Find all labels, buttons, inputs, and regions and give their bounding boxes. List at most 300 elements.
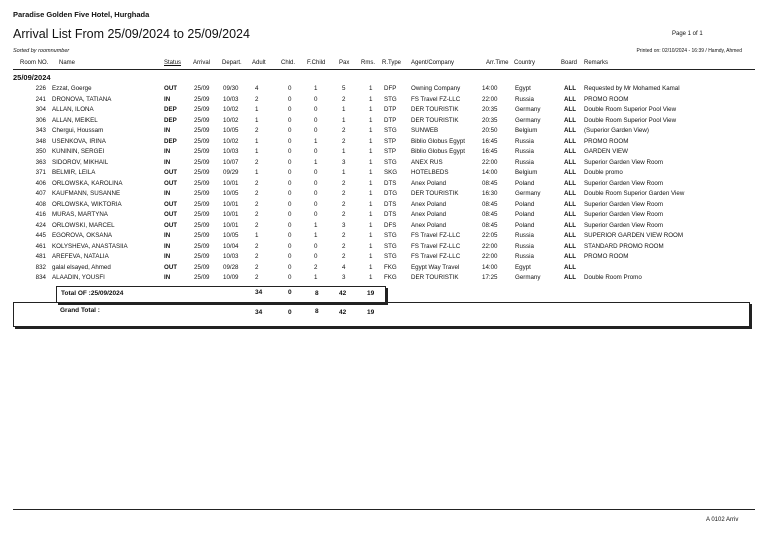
table-row bbox=[0, 117, 768, 127]
cell-child: 0 bbox=[288, 263, 292, 271]
header-arrival: Arrival bbox=[193, 60, 211, 66]
cell-adult: 2 bbox=[255, 95, 259, 103]
cell-rtype: DFS bbox=[384, 221, 397, 229]
cell-child: 0 bbox=[288, 190, 292, 197]
printed-info: Printed on: 02/10/2024 - 16:39 / Hamdy, Ahmed bbox=[636, 48, 742, 54]
cell-name: KUNININ, SERGEI bbox=[52, 148, 105, 155]
cell-board: ALL bbox=[564, 158, 577, 166]
cell-remarks: STANDARD PROMO ROOM bbox=[584, 242, 664, 250]
cell-adult: 2 bbox=[255, 263, 259, 271]
cell-arrtime: 14:00 bbox=[482, 169, 498, 176]
cell-depart: 10/03 bbox=[223, 95, 239, 103]
cell-room: 406 bbox=[35, 179, 46, 187]
cell-child: 0 bbox=[288, 85, 292, 92]
cell-child: 0 bbox=[288, 148, 292, 155]
cell-agent: FS Travel FZ-LLC bbox=[411, 232, 461, 239]
cell-board: ALL bbox=[564, 242, 577, 250]
cell-country: Russia bbox=[515, 253, 534, 260]
cell-pax: 1 bbox=[342, 169, 346, 176]
cell-name: DRONOVA, TATIANA bbox=[52, 95, 112, 103]
cell-arrtime: 22:00 bbox=[482, 95, 498, 103]
cell-room: 481 bbox=[35, 253, 46, 260]
cell-country: Germany bbox=[515, 190, 541, 197]
table-row bbox=[0, 106, 768, 116]
grand-total-adult: 34 bbox=[255, 309, 263, 316]
cell-child: 0 bbox=[288, 221, 292, 229]
cell-name: KAUFMANN, SUSANNE bbox=[52, 190, 121, 197]
cell-pax: 1 bbox=[342, 106, 346, 113]
cell-arrival: 25/09 bbox=[194, 221, 210, 229]
cell-arrival: 25/09 bbox=[194, 179, 210, 187]
cell-fchild: 1 bbox=[314, 85, 318, 92]
cell-remarks: PROMO ROOM bbox=[584, 95, 629, 103]
cell-rms: 1 bbox=[369, 211, 373, 218]
cell-pax: 2 bbox=[342, 253, 346, 260]
cell-arrival: 25/09 bbox=[194, 274, 210, 281]
table-row bbox=[0, 264, 768, 274]
cell-arrtime: 22:00 bbox=[482, 253, 498, 260]
cell-status: IN bbox=[164, 190, 171, 197]
table-row bbox=[0, 85, 768, 95]
date-total-fchild: 8 bbox=[315, 290, 319, 297]
cell-rtype: DTG bbox=[384, 190, 398, 197]
cell-rtype: DTP bbox=[384, 106, 397, 113]
cell-fchild: 0 bbox=[314, 211, 318, 218]
cell-fchild: 2 bbox=[314, 263, 318, 271]
cell-adult: 2 bbox=[255, 190, 259, 197]
table-row bbox=[0, 180, 768, 190]
cell-name: ALLAN, MEIKEL bbox=[52, 116, 98, 124]
cell-rms: 1 bbox=[369, 158, 373, 166]
cell-room: 408 bbox=[35, 200, 46, 208]
cell-rms: 1 bbox=[369, 232, 373, 239]
cell-name: MURAS, MARTYNA bbox=[52, 211, 108, 218]
cell-arrtime: 22:05 bbox=[482, 232, 498, 239]
cell-adult: 1 bbox=[255, 137, 259, 145]
grand-total-child: 0 bbox=[288, 309, 292, 316]
cell-name: ORLOWSKI, MARCEL bbox=[52, 221, 115, 229]
cell-name: ALAADIN, YOUSFI bbox=[52, 274, 105, 281]
cell-room: 350 bbox=[35, 148, 46, 155]
cell-arrival: 25/09 bbox=[194, 232, 210, 239]
header-arrtime: Arr.Time bbox=[486, 60, 509, 66]
cell-country: Poland bbox=[515, 200, 535, 208]
cell-depart: 10/05 bbox=[223, 190, 239, 197]
cell-board: ALL bbox=[564, 179, 577, 187]
cell-board: ALL bbox=[564, 137, 577, 145]
cell-country: Poland bbox=[515, 221, 535, 229]
cell-fchild: 1 bbox=[314, 274, 318, 281]
table-row bbox=[0, 253, 768, 263]
cell-remarks: SUPERIOR GARDEN VIEW ROOM bbox=[584, 232, 684, 239]
cell-child: 0 bbox=[288, 127, 292, 134]
cell-adult: 1 bbox=[255, 116, 259, 124]
cell-rms: 1 bbox=[369, 179, 373, 187]
cell-arrtime: 20:35 bbox=[482, 106, 498, 113]
cell-country: Germany bbox=[515, 116, 541, 124]
cell-child: 0 bbox=[288, 232, 292, 239]
cell-arrtime: 16:30 bbox=[482, 190, 498, 197]
cell-depart: 10/05 bbox=[223, 127, 239, 134]
cell-name: Chergui, Houssam bbox=[52, 127, 104, 134]
cell-rtype: DTP bbox=[384, 116, 397, 124]
cell-adult: 1 bbox=[255, 232, 259, 239]
cell-rms: 1 bbox=[369, 85, 373, 92]
cell-arrival: 25/09 bbox=[194, 116, 210, 124]
cell-fchild: 1 bbox=[314, 221, 318, 229]
cell-board: ALL bbox=[564, 274, 577, 281]
cell-country: Egypt bbox=[515, 85, 531, 92]
cell-depart: 10/09 bbox=[223, 274, 239, 281]
cell-board: ALL bbox=[564, 169, 577, 176]
cell-adult: 2 bbox=[255, 221, 259, 229]
header-rms: Rms. bbox=[361, 60, 375, 66]
table-row bbox=[0, 148, 768, 158]
date-total-rms: 19 bbox=[367, 290, 375, 297]
cell-pax: 2 bbox=[342, 179, 346, 187]
page-number: Page 1 of 1 bbox=[672, 31, 703, 37]
cell-name: ORLOWSKA, KAROLINA bbox=[52, 179, 123, 187]
cell-country: Egypt bbox=[515, 263, 531, 271]
cell-fchild: 0 bbox=[314, 127, 318, 134]
cell-child: 0 bbox=[288, 106, 292, 113]
cell-name: KOLYSHEVA, ANASTASIIA bbox=[52, 242, 128, 250]
cell-arrival: 25/09 bbox=[194, 158, 210, 166]
cell-country: Germany bbox=[515, 274, 541, 281]
cell-depart: 10/02 bbox=[223, 116, 239, 124]
cell-board: ALL bbox=[564, 211, 577, 218]
cell-adult: 1 bbox=[255, 169, 259, 176]
cell-rtype: STG bbox=[384, 242, 397, 250]
cell-status: DEP bbox=[164, 137, 177, 145]
cell-rms: 1 bbox=[369, 221, 373, 229]
cell-board: ALL bbox=[564, 221, 577, 229]
cell-pax: 3 bbox=[342, 221, 346, 229]
cell-arrtime: 08:45 bbox=[482, 200, 498, 208]
cell-fchild: 0 bbox=[314, 179, 318, 187]
cell-rtype: STG bbox=[384, 127, 397, 134]
header-status: Status bbox=[164, 60, 182, 66]
cell-pax: 2 bbox=[342, 232, 346, 239]
cell-pax: 2 bbox=[342, 127, 346, 134]
cell-status: OUT bbox=[164, 221, 178, 229]
cell-arrival: 25/09 bbox=[194, 137, 210, 145]
cell-pax: 2 bbox=[342, 95, 346, 103]
cell-board: ALL bbox=[564, 200, 577, 208]
cell-child: 0 bbox=[288, 200, 292, 208]
cell-adult: 2 bbox=[255, 179, 259, 187]
cell-board: ALL bbox=[564, 232, 577, 239]
cell-depart: 10/03 bbox=[223, 253, 239, 260]
cell-agent: DER TOURISTIK bbox=[411, 106, 459, 113]
cell-remarks: PROMO ROOM bbox=[584, 137, 629, 145]
cell-arrtime: 22:00 bbox=[482, 242, 498, 250]
cell-agent: FS Travel FZ-LLC bbox=[411, 242, 461, 250]
cell-adult: 2 bbox=[255, 158, 259, 166]
cell-rtype: FKG bbox=[384, 274, 397, 281]
cell-child: 0 bbox=[288, 253, 292, 260]
cell-remarks: Superior Garden View Room bbox=[584, 211, 663, 218]
cell-pax: 2 bbox=[342, 211, 346, 218]
cell-rtype: SKG bbox=[384, 169, 398, 176]
table-row bbox=[0, 201, 768, 211]
cell-adult: 2 bbox=[255, 242, 259, 250]
cell-arrival: 25/09 bbox=[194, 242, 210, 250]
cell-country: Germany bbox=[515, 106, 541, 113]
cell-agent: DER TOURISTIK bbox=[411, 274, 459, 281]
cell-agent: Biblio Globus Egypt bbox=[411, 148, 465, 155]
table-row bbox=[0, 274, 768, 284]
header-name: Name bbox=[59, 60, 76, 66]
date-group-heading: 25/09/2024 bbox=[13, 73, 51, 82]
cell-child: 0 bbox=[288, 116, 292, 124]
cell-country: Poland bbox=[515, 179, 535, 187]
cell-agent: FS Travel FZ-LLC bbox=[411, 95, 461, 103]
sort-info: Sorted by roomnumber bbox=[13, 48, 70, 54]
cell-depart: 10/01 bbox=[223, 200, 239, 208]
cell-arrtime: 14:00 bbox=[482, 263, 498, 271]
cell-rms: 1 bbox=[369, 148, 373, 155]
cell-country: Russia bbox=[515, 148, 534, 155]
cell-name: galal elsayed, Ahmed bbox=[52, 263, 111, 271]
cell-room: 304 bbox=[35, 106, 46, 113]
cell-remarks: Double Room Promo bbox=[584, 274, 642, 281]
cell-board: ALL bbox=[564, 127, 577, 134]
cell-remarks: Double Room Superior Pool View bbox=[584, 106, 677, 113]
cell-arrtime: 08:45 bbox=[482, 221, 498, 229]
cell-rtype: STG bbox=[384, 253, 397, 260]
report-code: A 0102 Arriv bbox=[706, 517, 739, 523]
cell-remarks: Superior Garden View Room bbox=[584, 179, 663, 187]
cell-adult: 1 bbox=[255, 148, 259, 155]
grand-total-rms: 19 bbox=[367, 309, 375, 316]
cell-arrival: 25/09 bbox=[194, 85, 210, 92]
cell-pax: 2 bbox=[342, 200, 346, 208]
cell-arrtime: 17:25 bbox=[482, 274, 498, 281]
cell-board: ALL bbox=[564, 190, 577, 197]
cell-name: USENKOVA, IRINA bbox=[52, 137, 106, 145]
cell-status: OUT bbox=[164, 263, 178, 271]
cell-status: IN bbox=[164, 242, 171, 250]
cell-status: OUT bbox=[164, 200, 178, 208]
date-total-box bbox=[56, 286, 386, 303]
table-row bbox=[0, 232, 768, 242]
cell-adult: 1 bbox=[255, 106, 259, 113]
cell-room: 348 bbox=[35, 137, 46, 145]
cell-arrtime: 20:35 bbox=[482, 116, 498, 124]
cell-arrtime: 08:45 bbox=[482, 179, 498, 187]
date-total-child: 0 bbox=[288, 289, 292, 296]
header-depart: Depart. bbox=[222, 60, 242, 66]
cell-rms: 1 bbox=[369, 106, 373, 113]
cell-rtype: FKG bbox=[384, 263, 397, 271]
cell-child: 0 bbox=[288, 137, 292, 145]
cell-country: Poland bbox=[515, 211, 535, 218]
cell-room: 445 bbox=[35, 232, 46, 239]
cell-depart: 10/07 bbox=[223, 158, 239, 166]
cell-pax: 3 bbox=[342, 158, 346, 166]
cell-name: BELMIR, LEILA bbox=[52, 169, 96, 176]
cell-pax: 1 bbox=[342, 148, 346, 155]
cell-rms: 1 bbox=[369, 137, 373, 145]
cell-status: OUT bbox=[164, 169, 178, 176]
cell-adult: 2 bbox=[255, 200, 259, 208]
cell-remarks: Superior Garden View Room bbox=[584, 221, 663, 229]
cell-room: 226 bbox=[35, 85, 46, 92]
date-total-pax: 42 bbox=[339, 290, 347, 297]
cell-arrival: 25/09 bbox=[194, 169, 210, 176]
cell-status: IN bbox=[164, 148, 171, 155]
cell-arrival: 25/09 bbox=[194, 190, 210, 197]
cell-status: DEP bbox=[164, 116, 177, 124]
date-total-label: Total OF :25/09/2024 bbox=[61, 290, 124, 297]
cell-depart: 10/05 bbox=[223, 232, 239, 239]
cell-depart: 10/01 bbox=[223, 211, 239, 218]
cell-arrival: 25/09 bbox=[194, 253, 210, 260]
cell-room: 343 bbox=[35, 127, 46, 134]
cell-room: 416 bbox=[35, 211, 46, 218]
cell-arrtime: 22:00 bbox=[482, 158, 498, 166]
cell-country: Russia bbox=[515, 137, 534, 145]
cell-fchild: 0 bbox=[314, 253, 318, 260]
table-row bbox=[0, 96, 768, 106]
cell-country: Russia bbox=[515, 232, 534, 239]
cell-room: 241 bbox=[35, 95, 46, 103]
cell-status: IN bbox=[164, 95, 171, 103]
cell-child: 0 bbox=[288, 274, 292, 281]
cell-room: 371 bbox=[35, 169, 46, 176]
table-row bbox=[0, 243, 768, 253]
cell-name: EGOROVA, OKSANA bbox=[52, 232, 113, 239]
header-remarks: Remarks bbox=[584, 60, 609, 66]
cell-rms: 1 bbox=[369, 263, 373, 271]
cell-fchild: 0 bbox=[314, 116, 318, 124]
cell-room: 363 bbox=[35, 158, 46, 166]
cell-room: 834 bbox=[35, 274, 46, 281]
cell-status: OUT bbox=[164, 179, 178, 187]
cell-arrival: 25/09 bbox=[194, 106, 210, 113]
cell-room: 407 bbox=[35, 190, 46, 197]
cell-room: 306 bbox=[35, 116, 46, 124]
cell-depart: 09/28 bbox=[223, 263, 239, 271]
cell-status: IN bbox=[164, 274, 171, 281]
cell-adult: 4 bbox=[255, 85, 259, 92]
cell-remarks: Double Room Superior Pool View bbox=[584, 116, 677, 124]
cell-arrtime: 20:50 bbox=[482, 127, 498, 134]
table-row bbox=[0, 190, 768, 200]
cell-rtype: STP bbox=[384, 137, 397, 145]
cell-pax: 2 bbox=[342, 137, 346, 145]
cell-rtype: DFP bbox=[384, 85, 397, 92]
cell-rtype: STG bbox=[384, 95, 397, 103]
cell-fchild: 0 bbox=[314, 200, 318, 208]
grand-total-box bbox=[13, 302, 750, 327]
cell-adult: 2 bbox=[255, 211, 259, 218]
cell-rms: 1 bbox=[369, 95, 373, 103]
cell-status: IN bbox=[164, 127, 171, 134]
cell-board: ALL bbox=[564, 116, 577, 124]
cell-agent: HOTELBEDS bbox=[411, 169, 449, 176]
cell-rms: 1 bbox=[369, 190, 373, 197]
table-row bbox=[0, 211, 768, 221]
cell-remarks: Requested by Mr Mohamed Kamal bbox=[584, 85, 680, 92]
cell-country: Russia bbox=[515, 95, 534, 103]
cell-child: 0 bbox=[288, 179, 292, 187]
cell-status: OUT bbox=[164, 211, 178, 218]
cell-arrival: 25/09 bbox=[194, 95, 210, 103]
cell-country: Russia bbox=[515, 242, 534, 250]
cell-rms: 1 bbox=[369, 200, 373, 208]
cell-arrtime: 14:00 bbox=[482, 85, 498, 92]
cell-rtype: STP bbox=[384, 148, 397, 155]
cell-rtype: DTS bbox=[384, 179, 397, 187]
cell-board: ALL bbox=[564, 263, 577, 271]
cell-remarks: GARDEN VIEW bbox=[584, 148, 629, 155]
header-divider bbox=[13, 69, 755, 70]
header-rtype: R.Type bbox=[382, 60, 402, 66]
header-fchild: F.Child bbox=[307, 60, 326, 66]
table-row bbox=[0, 169, 768, 179]
cell-rms: 1 bbox=[369, 169, 373, 176]
cell-adult: 2 bbox=[255, 274, 259, 281]
cell-child: 0 bbox=[288, 242, 292, 250]
cell-fchild: 0 bbox=[314, 190, 318, 197]
cell-arrival: 25/09 bbox=[194, 263, 210, 271]
cell-remarks: (Superior Garden View) bbox=[584, 127, 649, 134]
header-agent: Agent/Company bbox=[411, 60, 455, 66]
cell-country: Belgium bbox=[515, 127, 538, 134]
cell-fchild: 1 bbox=[314, 158, 318, 166]
cell-arrtime: 16:45 bbox=[482, 137, 498, 145]
cell-board: ALL bbox=[564, 95, 577, 103]
cell-child: 0 bbox=[288, 169, 292, 176]
cell-depart: 10/04 bbox=[223, 242, 239, 250]
cell-board: ALL bbox=[564, 85, 577, 92]
cell-board: ALL bbox=[564, 253, 577, 260]
cell-arrival: 25/09 bbox=[194, 200, 210, 208]
cell-agent: DER TOURISTIK bbox=[411, 190, 459, 197]
cell-agent: Owning Company bbox=[411, 85, 461, 92]
cell-pax: 1 bbox=[342, 116, 346, 124]
table-row bbox=[0, 159, 768, 169]
cell-pax: 4 bbox=[342, 263, 346, 271]
cell-agent: DER TOURISTIK bbox=[411, 116, 459, 124]
cell-fchild: 0 bbox=[314, 148, 318, 155]
cell-agent: Biblio Globus Egypt bbox=[411, 137, 465, 145]
cell-arrival: 25/09 bbox=[194, 211, 210, 218]
date-total-adult: 34 bbox=[255, 289, 263, 296]
table-row bbox=[0, 138, 768, 148]
cell-rms: 1 bbox=[369, 116, 373, 124]
cell-depart: 10/03 bbox=[223, 148, 239, 155]
grand-total-pax: 42 bbox=[339, 309, 347, 316]
cell-rtype: STG bbox=[384, 232, 397, 239]
cell-status: IN bbox=[164, 158, 171, 166]
cell-child: 0 bbox=[288, 211, 292, 218]
cell-rtype: DTS bbox=[384, 211, 397, 218]
cell-adult: 2 bbox=[255, 127, 259, 134]
cell-remarks: Double promo bbox=[584, 169, 623, 176]
cell-arrival: 25/09 bbox=[194, 127, 210, 134]
cell-pax: 5 bbox=[342, 85, 346, 92]
cell-child: 0 bbox=[288, 95, 292, 103]
cell-depart: 10/02 bbox=[223, 137, 239, 145]
cell-board: ALL bbox=[564, 148, 577, 155]
cell-rtype: STG bbox=[384, 158, 397, 166]
table-row bbox=[0, 222, 768, 232]
cell-agent: Anex Poland bbox=[411, 211, 447, 218]
cell-pax: 3 bbox=[342, 274, 346, 281]
